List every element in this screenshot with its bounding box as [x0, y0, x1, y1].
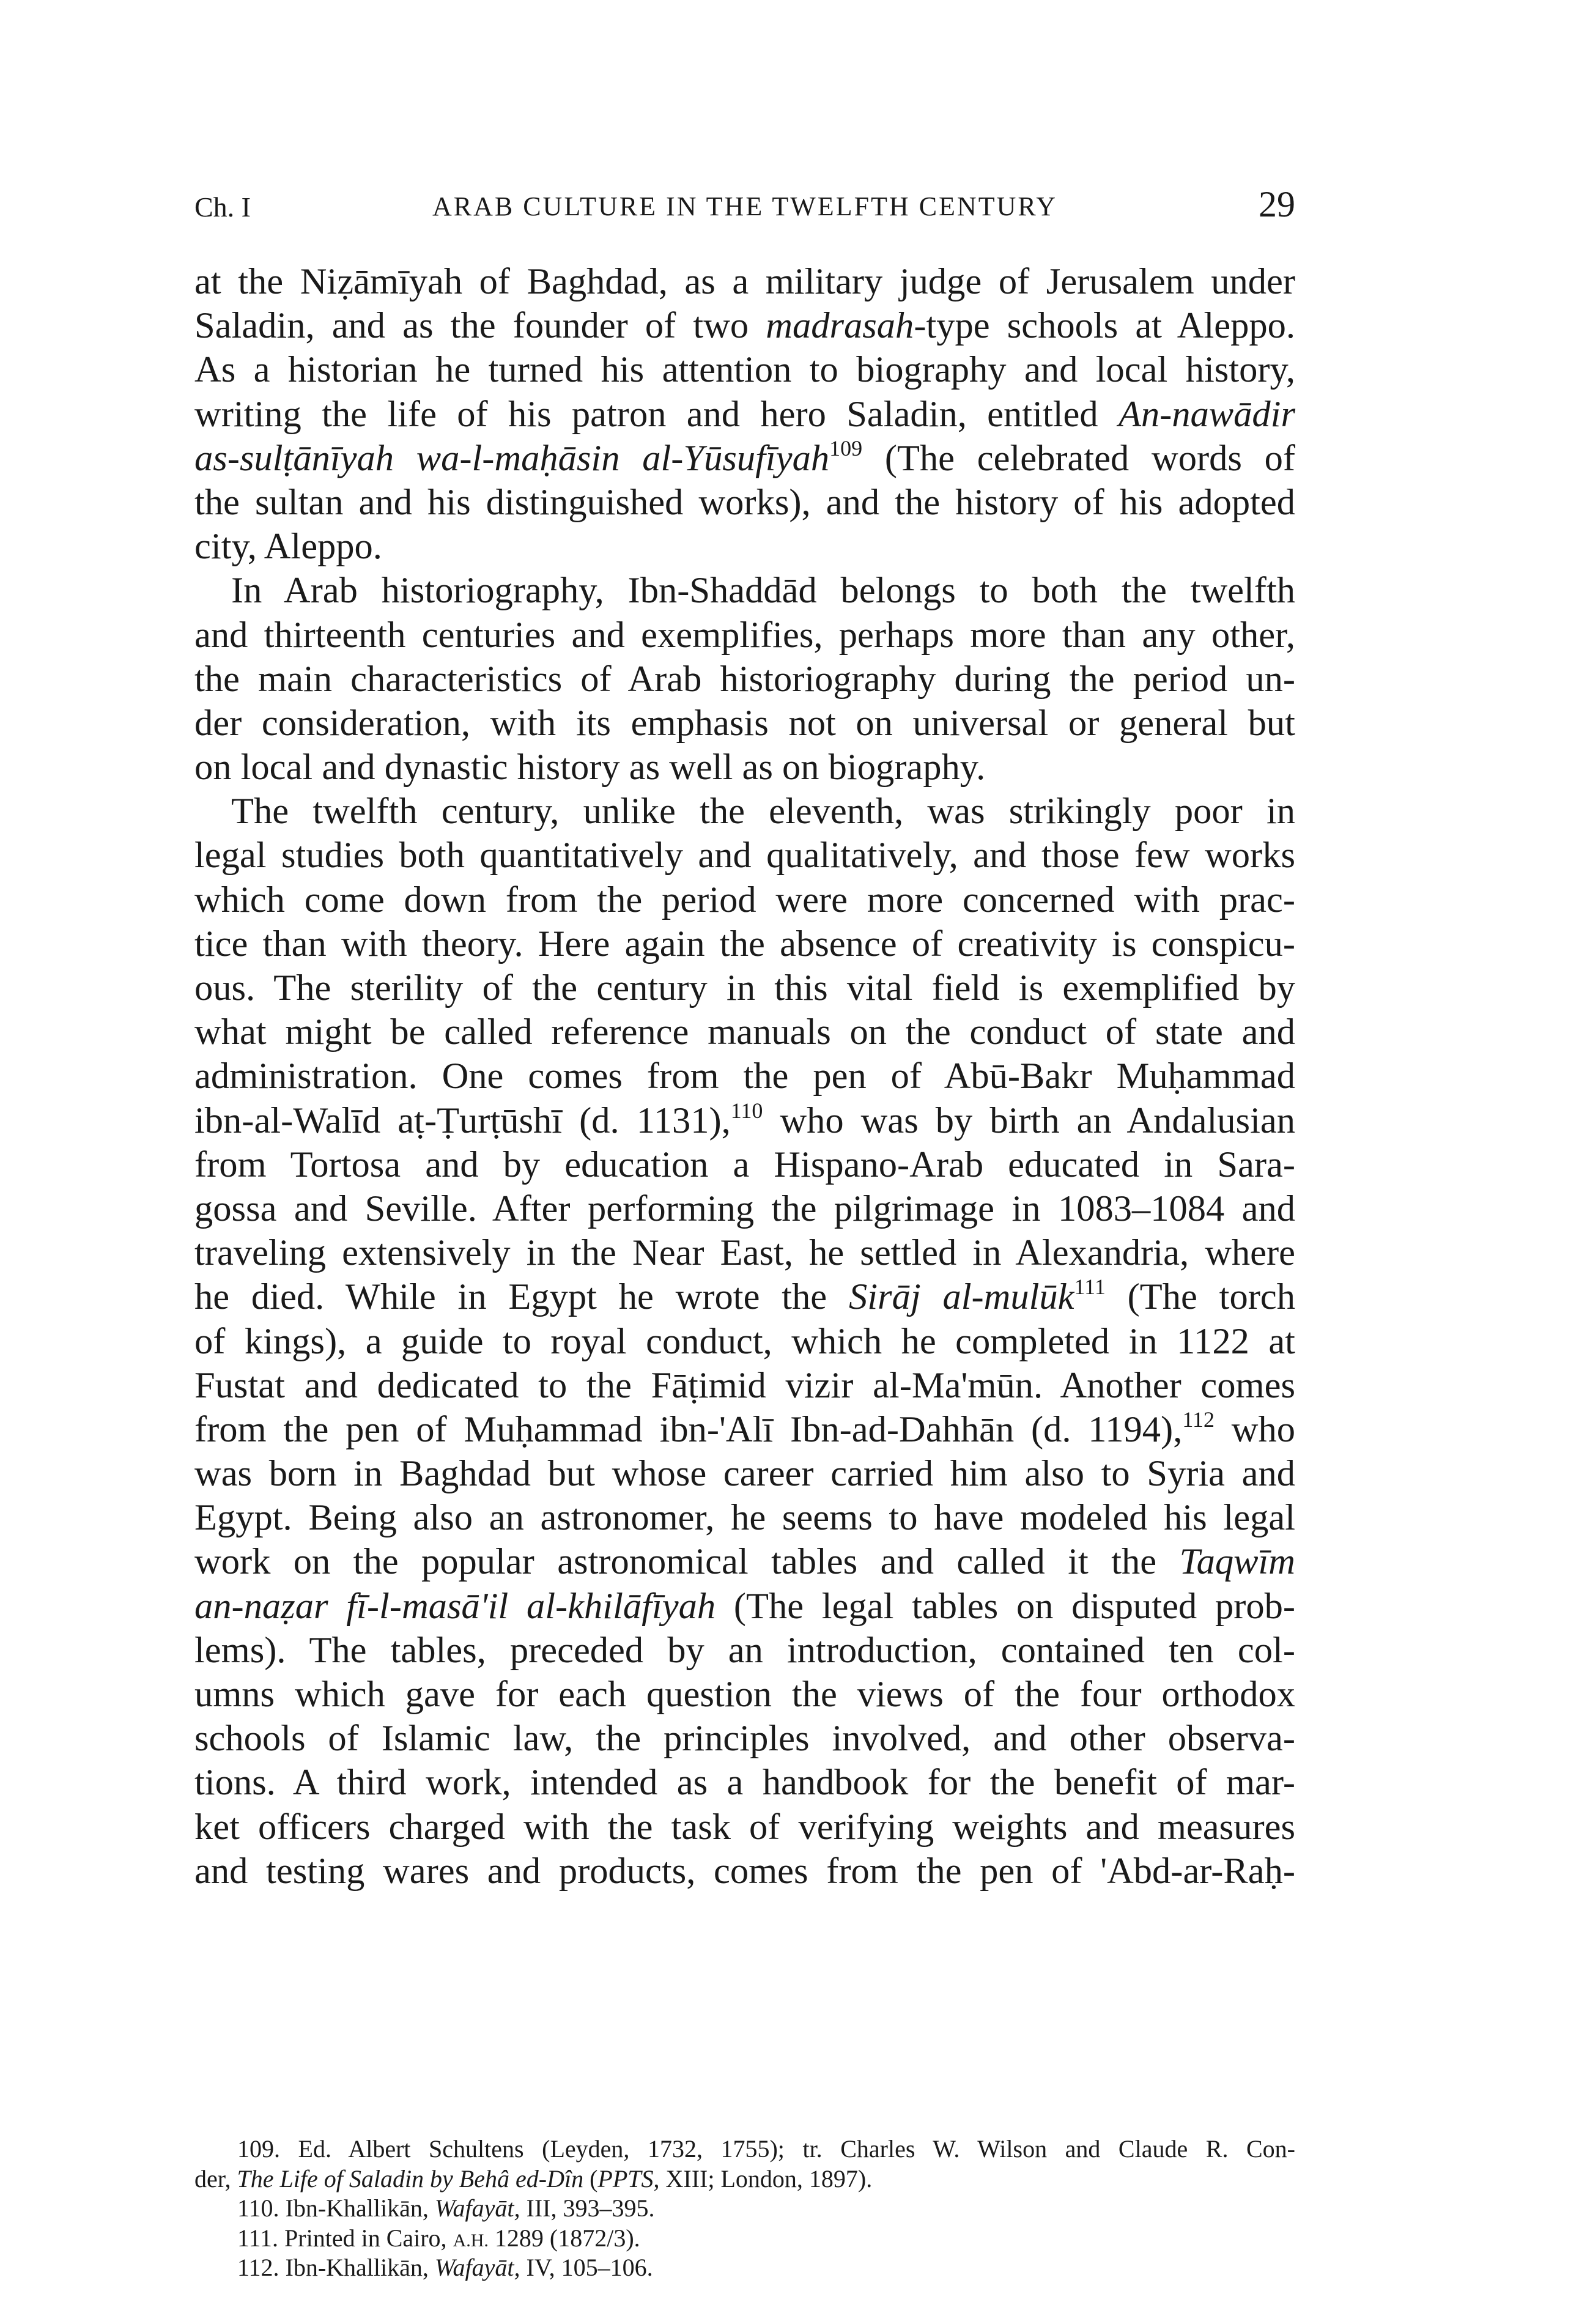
- text-line: tions. A third work, intended as a handbook for the benefit of mar-: [194, 1762, 1295, 1804]
- text-line: as-sulṭānīyah wa-l-maḥāsin al-Yūsufīyah$^{109}$ (The celebrated words of: [194, 435, 1296, 479]
- text-line: ous. The sterility of the century in this vital field is exemplified by: [194, 968, 1295, 1008]
- text-line: and thirteenth centuries and exemplifies, perhaps more than any other,: [194, 614, 1295, 656]
- text-line: he died. While in Egypt he wrote the Sirāj al-mulūk$^{111}$ (The torch: [194, 1275, 1295, 1318]
- footnote-109: 109. Ed. Albert Schultens (Leyden, 1732, 1755); tr. Charles W. Wilson and Claude R. Con-: [237, 2135, 1295, 2163]
- text-line: der consideration, with its emphasis not on universal or general but: [194, 702, 1295, 744]
- text-line: work on the popular astronomical tables and called it the Taqwīm: [194, 1541, 1295, 1583]
- text-line: ket officers charged with the task of verifying weights and measures: [194, 1806, 1295, 1848]
- text-line: and testing wares and products, comes from the pen of 'Abd-ar-Raḥ-: [194, 1850, 1295, 1892]
- footnotes: [194, 2134, 1295, 2283]
- text-line: was born in Baghdad but whose career carried him also to Syria and: [194, 1453, 1295, 1495]
- running-title: ARAB CULTURE IN THE TWELFTH CENTURY: [432, 191, 1058, 221]
- text-line: which come down from the period were more concerned with prac-: [194, 879, 1295, 920]
- text-line: city, Aleppo.: [194, 526, 382, 568]
- footnote-ref: 109: [829, 435, 863, 461]
- text-line: at the Niẓāmīyah of Baghdad, as a military judge of Jerusalem under: [194, 261, 1295, 302]
- text-line: Saladin, and as the founder of two madrasah-type schools at Aleppo.: [194, 305, 1295, 347]
- chapter-label: Ch. I: [194, 191, 251, 223]
- text-line: from the pen of Muḥammad ibn-'Alī Ibn-ad-Dahhān (d. 1194),$^{112}$ who: [194, 1407, 1295, 1450]
- paragraph-start: The twelfth century, unlike the eleventh, was strikingly poor in: [231, 791, 1295, 832]
- text-line: ibn-al-Walīd aṭ-Ṭurṭūshī (d. 1131),$^{110}$ who was by birth an Andalusian: [194, 1098, 1295, 1141]
- text-line: lems). The tables, preceded by an introduction, contained ten col-: [194, 1629, 1295, 1671]
- text-line: gossa and Seville. After performing the pilgrimage in 1083–1084 and: [194, 1188, 1295, 1229]
- text-line: what might be called reference manuals on the conduct of state and: [194, 1012, 1295, 1053]
- text-line: the main characteristics of Arab historiography during the period un-: [194, 658, 1295, 700]
- footnote-110: 110. Ibn-Khallikān, Wafayāt, III, 393–395.: [237, 2194, 655, 2222]
- text-line: writing the life of his patron and hero Saladin, entitled An-nawādir: [194, 393, 1295, 435]
- main-text: [194, 260, 1295, 1893]
- text-line: schools of Islamic law, the principles involved, and other observa-: [194, 1718, 1295, 1760]
- text-line: As a historian he turned his attention to biography and local history,: [194, 349, 1295, 391]
- text-line: umns which gave for each question the views of the four orthodox: [194, 1674, 1295, 1715]
- text-line: of kings), a guide to royal conduct, which he completed in 1122 at: [194, 1320, 1295, 1362]
- text-line: tice than with theory. Here again the absence of creativity is conspicu-: [194, 923, 1295, 964]
- text-line: administration. One comes from the pen of Abū-Bakr Muḥammad: [194, 1056, 1295, 1097]
- footnote-109-cont: der, The Life of Saladin by Behâ ed-Dîn (PPTS, XIII; London, 1897).: [194, 2164, 873, 2193]
- footnote-ref: 110: [730, 1098, 763, 1123]
- text-line: Fustat and dedicated to the Fāṭimid vizir al-Ma'mūn. Another comes: [194, 1364, 1295, 1406]
- footnote-112: 112. Ibn-Khallikān, Wafayāt, IV, 105–106.: [237, 2254, 653, 2281]
- footnote-111: 111. Printed in Cairo, A.H. 1289 (1872/3).: [237, 2224, 640, 2252]
- page-number: 29: [1259, 184, 1295, 224]
- text-line: on local and dynastic history as well as on biography.: [194, 747, 986, 788]
- text-line: traveling extensively in the Near East, he settled in Alexandria, where: [194, 1232, 1295, 1274]
- text-line: Egypt. Being also an astronomer, he seems to have modeled his legal: [194, 1497, 1295, 1539]
- running-head: [194, 183, 1295, 232]
- text-line: the sultan and his distinguished works), and the history of his adopted: [194, 481, 1295, 523]
- text-line: legal studies both quantitatively and qualitatively, and those few works: [194, 835, 1295, 876]
- text-line: from Tortosa and by education a Hispano-Arab educated in Sara-: [194, 1144, 1295, 1185]
- paragraph-start: In Arab historiography, Ibn-Shaddād belongs to both the twelfth: [231, 570, 1295, 612]
- text-line: an-naẓar fī-l-masā'il al-khilāfīyah (The legal tables on disputed prob-: [194, 1585, 1295, 1627]
- footnote-ref: 111: [1074, 1275, 1106, 1300]
- footnote-ref: 112: [1182, 1407, 1215, 1432]
